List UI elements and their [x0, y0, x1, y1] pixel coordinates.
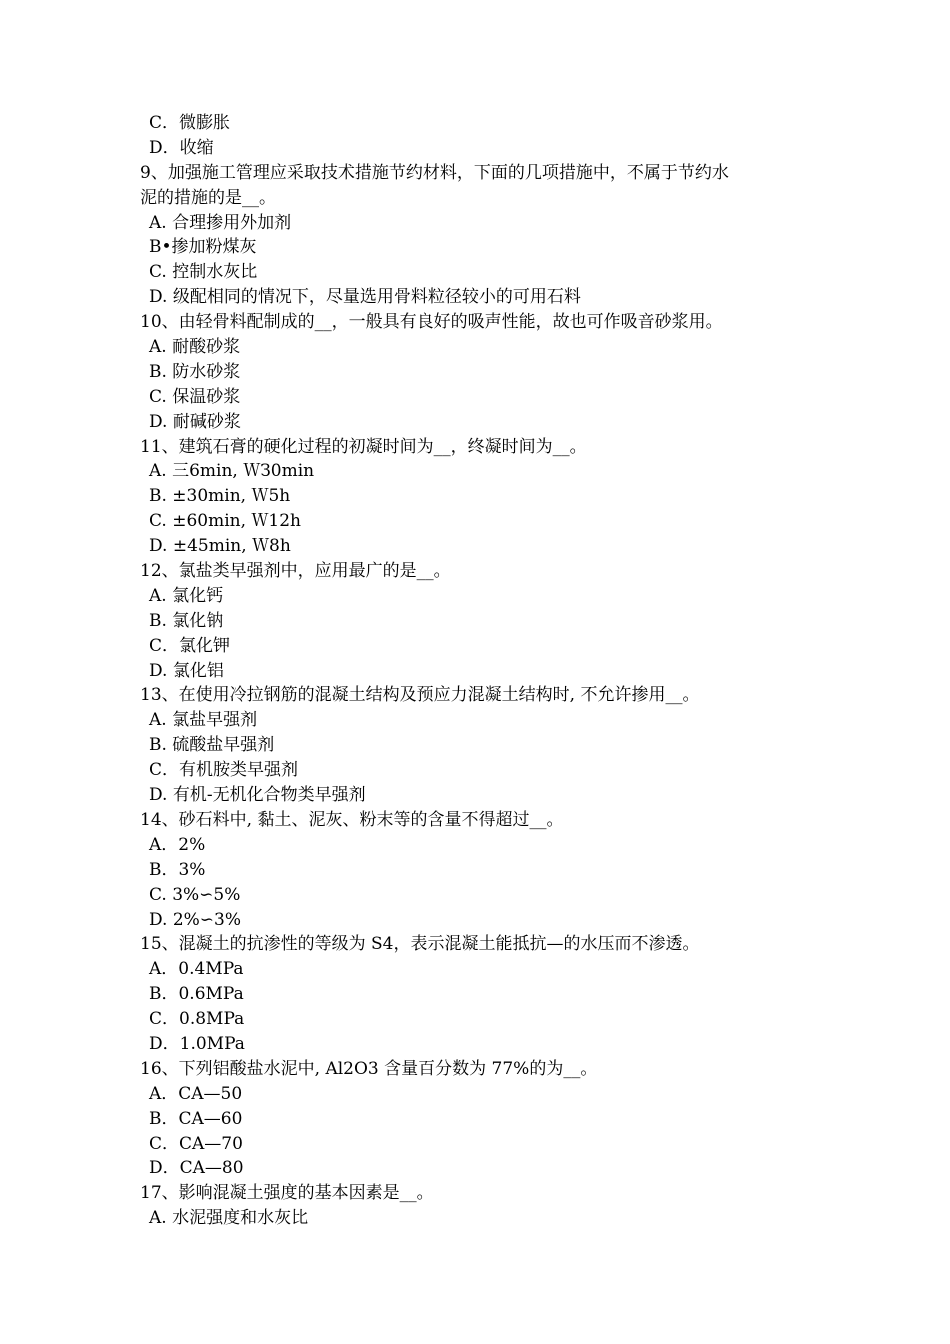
option-line: A．0.4MPa — [149, 959, 244, 980]
option-line: A．CA—50 — [149, 1083, 243, 1104]
option-line: B. ±30min, Ｗ5h — [149, 486, 291, 507]
option-line: C. 3%∽5% — [149, 884, 241, 905]
question-line: 11、建筑石膏的硬化过程的初凝时间为__，终凝时间为__。 — [140, 436, 587, 457]
option-line: B．0.6MPa — [149, 984, 244, 1005]
question-line: 泥的措施的是__。 — [140, 187, 276, 208]
question-line: 13、在使用冷拉钢筋的混凝土结构及预应力混凝土结构时, 不允许掺用__。 — [140, 685, 700, 706]
question-line: 10、由轻骨料配制成的__，一般具有良好的吸声性能，故也可作吸音砂浆用。 — [140, 312, 723, 333]
document-page — [140, 111, 810, 1231]
option-line: D. 耐碱砂浆 — [149, 411, 241, 432]
option-line: C．氯化钾 — [149, 635, 231, 656]
question-line: 9、加强施工管理应采取技术措施节约材料，下面的几项措施中，不属于节约水 — [140, 162, 729, 183]
option-line: B．3% — [149, 859, 206, 880]
option-line: B•掺加粉煤灰 — [149, 237, 257, 258]
option-line: D．1.0MPa — [149, 1033, 245, 1054]
option-line: D. 氯化铝 — [149, 660, 224, 681]
option-line: B. 硫酸盐早强剂 — [149, 735, 275, 756]
option-line: B. 防水砂浆 — [149, 361, 241, 382]
option-line: C．有机胺类早强剂 — [149, 760, 299, 781]
question-line: 14、砂石料中, 黏土、泥灰、粉末等的含量不得超过__。 — [140, 809, 564, 830]
option-line: D. 有机-无机化合物类早强剂 — [149, 785, 366, 806]
option-line: D. 2%∽3% — [149, 909, 242, 930]
option-line: D. ±45min, Ｗ8h — [149, 536, 291, 557]
option-line: C. 保温砂浆 — [149, 386, 241, 407]
question-line: 17、影响混凝土强度的基本因素是__。 — [140, 1183, 434, 1204]
option-line: A．2% — [149, 834, 206, 855]
option-line: D．CA—80 — [149, 1158, 244, 1179]
option-line: C. 控制水灰比 — [149, 262, 258, 283]
option-line: C. ±60min, Ｗ12h — [149, 511, 301, 532]
option-line: A. 合理掺用外加剂 — [149, 212, 292, 233]
question-line: 15、混凝土的抗渗性的等级为 S4，表示混凝土能抵抗—的水压而不渗透。 — [140, 934, 700, 955]
option-line: D. 级配相同的情况下，尽量选用骨料粒径较小的可用石料 — [149, 287, 581, 308]
option-line: B. 氯化钠 — [149, 610, 224, 631]
question-line: 16、下列铝酸盐水泥中, Al2O3 含量百分数为 77%的为__。 — [140, 1058, 598, 1079]
option-line: A. 氯化钙 — [149, 585, 224, 606]
option-line: C．微膨胀 — [149, 113, 231, 133]
option-line: B．CA—60 — [149, 1108, 243, 1129]
option-line: A. 氯盐早强剂 — [149, 710, 258, 731]
option-line: C．CA—70 — [149, 1133, 243, 1154]
option-line: A. 三6min, ＷЗ0min — [149, 461, 315, 482]
option-line: A. 耐酸砂浆 — [149, 337, 241, 358]
option-line: C．0.8MPa — [149, 1009, 245, 1030]
option-line: D．收缩 — [149, 137, 214, 158]
question-line: 12、氯盐类早强剂中，应用最广的是__。 — [140, 561, 451, 582]
option-line: A. 水泥强度和水灰比 — [149, 1208, 309, 1229]
